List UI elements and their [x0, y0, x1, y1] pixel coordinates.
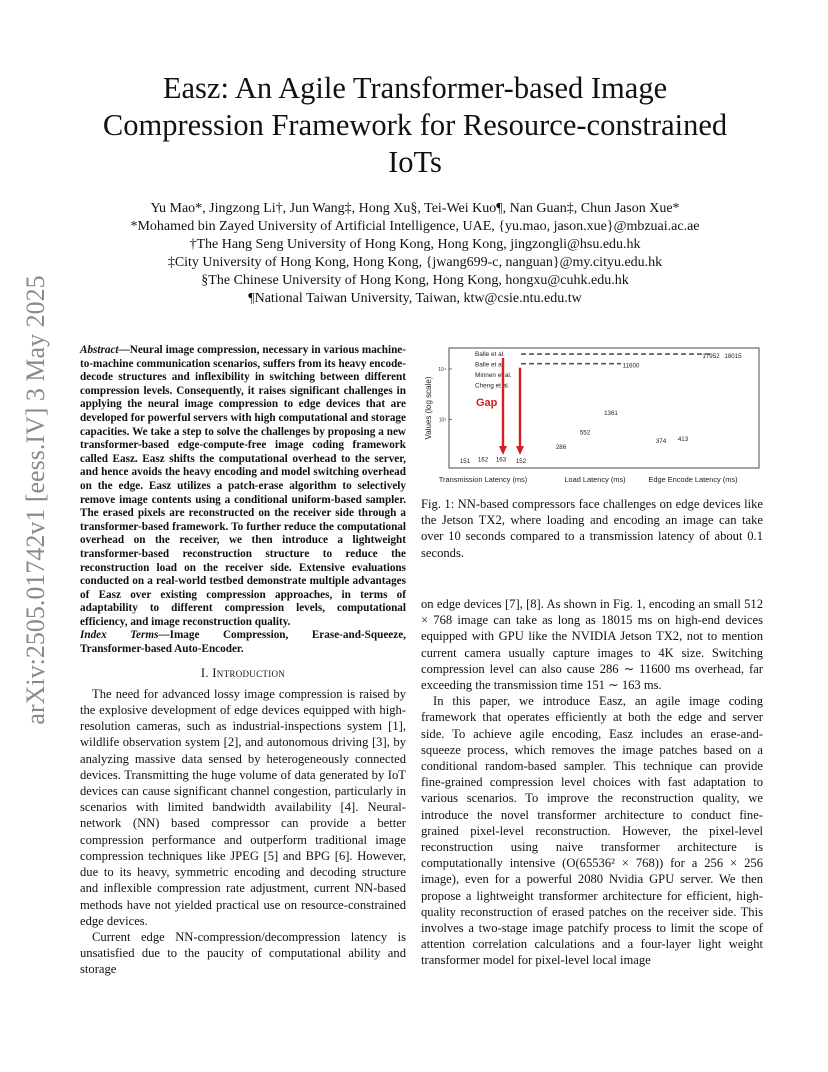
body-paragraph: In this paper, we introduce Easz, an agile image coding framework that operates efficiently at both the edge and server side. To achieve agile encoding, Easz includes an erase-and-squeeze process, which removes the image patches based on a conditional random-based sampler. This technique can provide fine-grained compression level choices with fast adaptation to various scenarios. To improve the reconstruction quality, we introduce the novel transformer architecture to conduct fine-grained pixel-level reconstruction. However, the pixel-level reconstruction using naive transformer architecture is computationally intensive (O(65536² × 768)) for a 256 × 256 image), even for a powerful 2080 Nvidia GPU server. We then propose a lightweight transformer architecture for efficient, high-quality reconstruction of erased patches on the receiver side. This involves a two-stage image patchify process to limit the scope of attention correlation calculations and a four-layer light weight transformer model for pixel-level local image	[421, 694, 763, 968]
section-heading	[80, 665, 406, 681]
data-label: 413	[677, 435, 689, 443]
data-label: 11600	[622, 362, 640, 370]
abstract-lead: Abstract	[80, 344, 119, 356]
data-label: 286	[555, 444, 567, 452]
arxiv-sidebar	[12, 230, 60, 770]
abstract-text: —Neural image compression, necessary in various machine-to-machine communication scenarios, suffers from its heavy encode-decode structures and inflexibility in switching between different compression levels. Consequently, it raises significant challenges in applying the neural image compression to edge devices that are developed for powerful servers with high computational and storage capacities. We take a step to solve the challenges by proposing a new transformer-based edge-compute-free image coding framework called Easz. Easz shifts the computational overhead to the server, and hence avoids the heavy encoding and model switching overhead on the edge. Easz utilizes a patch-erase algorithm to selectively remove image contents using a conditional uniform-based sampler. The erased pixels are reconstructed on the receiver side through a transformer-based framework. To further reduce the computational overhead on the receiver, we then introduce a lightweight transformer-based reconstruction structure to reduce the reconstruction load on the receiver side. Extensive evaluations conducted on a real-world testbed demonstrate multiple advantages of Easz over existing compression approaches, in terms of adaptability to different compression levels, computational efficiency, and image reconstruction quality.	[80, 344, 406, 628]
body-paragraph: The need for advanced lossy image compression is raised by the explosive development of edge devices equipped with high-resolution cameras, such as industrial-inspections system [1], wildlife observation system [2], and autonomous driving [3], by analyzing massive data sensed by heterogeneously connected devices. Transmitting the huge volume of data generated by IoT devices can cause significant channel congestion, particularly in scenarios with limited bandwidth availability [4]. Neural-network (NN) based compressor can provide a better compression performance and outperform traditional image compression techniques like JPEG [5] and BPG [6]. However, due to its heavy, symmetric encoding and decoding structure and inflexible compression rate adjustment, current NN-based methods have not yielded practical use on resource-constrained edge devices.	[80, 686, 406, 928]
data-label: 1361	[604, 409, 618, 417]
abstract	[80, 344, 406, 629]
legend-entry: Minnen et al.	[475, 372, 512, 379]
gap-label: Gap	[476, 397, 498, 409]
affiliation: ‡City University of Hong Kong, Hong Kong, {jwang699-c, nanguan}@my.cityu.edu.hk	[167, 255, 663, 270]
y-axis-label: Values (log scale)	[424, 376, 433, 440]
data-label: 163	[495, 456, 507, 464]
affiliation: *Mohamed bin Zayed University of Artificial Intelligence, UAE, {yu.mao, jason.xue}@mbzuai.ac.ae	[130, 219, 700, 234]
data-label: 18015	[724, 353, 742, 361]
y-tick-label: 10⁴	[438, 366, 446, 373]
author-names: Yu Mao*, Jingzong Li†, Jun Wang‡, Hong Xu§, Tei-Wei Kuo¶, Nan Guan‡, Chun Jason Xue*	[150, 201, 680, 216]
paper-title	[70, 70, 760, 181]
section-number: I.	[200, 665, 209, 680]
x-axis-group-label: Load Latency (ms)	[564, 475, 626, 484]
latency-chart	[421, 344, 763, 486]
legend-entry: Balle et al.	[475, 361, 505, 369]
affiliation: †The Hang Seng University of Hong Kong, Hong Kong, jingzongli@hsu.edu.hk	[189, 237, 641, 252]
affiliation: §The Chinese University of Hong Kong, Hong Kong, hongxu@cuhk.edu.hk	[201, 273, 629, 288]
data-label: 152	[515, 457, 527, 465]
arxiv-identifier: arXiv:2505.01742v1 [eess.IV] 3 May 2025	[21, 275, 50, 725]
right-column	[421, 596, 763, 969]
data-label: 17952	[702, 353, 720, 361]
index-terms-lead: Index Terms	[80, 629, 159, 642]
title-line: Easz: An Agile Transformer-based Image	[162, 71, 668, 105]
gap-arrow-head	[499, 446, 507, 455]
data-label: 374	[655, 438, 667, 446]
title-line: IoTs	[388, 145, 442, 179]
legend-entry: Cheng et al.	[475, 382, 510, 390]
left-column	[80, 344, 406, 978]
y-tick-label: 10³	[438, 417, 446, 424]
body-paragraph: on edge devices [7], [8]. As shown in Fig. 1, encoding an small 512 × 768 image can take as long as 18015 ms on high-end devices equipped with GPU like the NVIDIA Jetson TX2, not to mention current camera usually capture images to 4K size. Switching compression level can also cause 286 ∼ 11600 ms overhead, far exceeding the transmission time 151 ∼ 163 ms.	[421, 597, 763, 693]
x-axis-group-label: Edge Encode Latency (ms)	[648, 475, 738, 484]
x-axis-group-label: Transmission Latency (ms)	[438, 475, 528, 484]
affiliation: ¶National Taiwan University, Taiwan, ktw@csie.ntu.edu.tw	[248, 291, 582, 306]
title-line: Compression Framework for Resource-constrained	[102, 108, 728, 142]
author-block	[70, 200, 760, 308]
figure-caption: Fig. 1: NN-based compressors face challenges on edge devices like the Jetson TX2, where loading and encoding an image can take over 10 seconds compared to a transmission latency of about 0.1 seconds.	[421, 497, 763, 560]
data-label: 151	[459, 458, 471, 466]
section-title: Introduction	[212, 665, 286, 680]
index-terms-text: —Image Compression, Erase-and-Squeeze, Transformer-based Auto-Encoder.	[80, 629, 406, 656]
legend-entry: Balle et al.	[475, 351, 505, 358]
data-label: 162	[477, 456, 489, 464]
gap-arrow-head	[516, 446, 524, 455]
index-terms	[80, 629, 406, 656]
body-paragraph: Current edge NN-compression/decompression latency is unsatisfied due to the paucity of computational ability and storage	[80, 929, 406, 977]
figure-1	[421, 344, 763, 561]
data-label: 552	[579, 429, 591, 437]
